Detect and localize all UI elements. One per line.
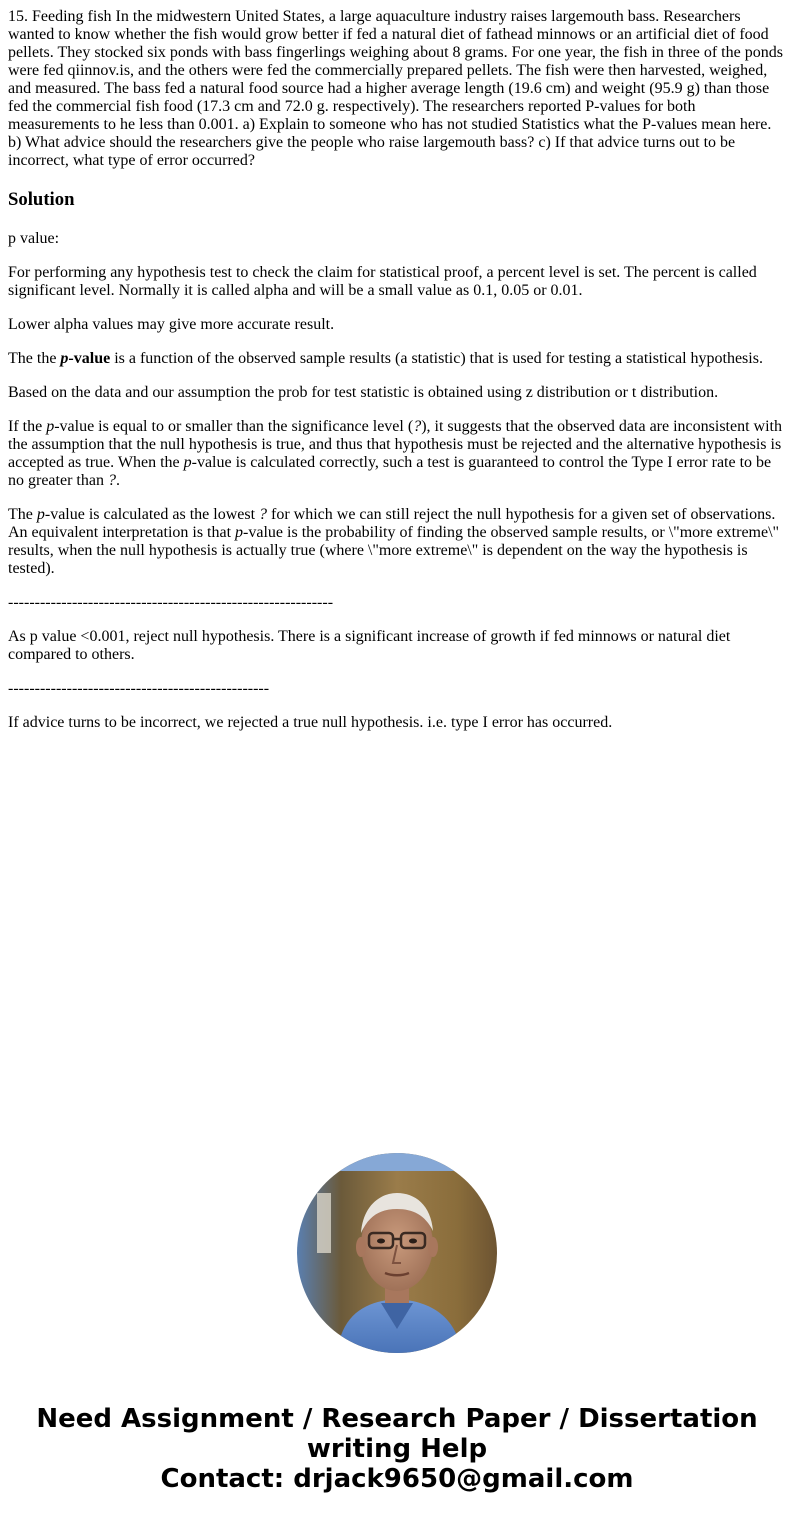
- definition-lead: The the: [8, 350, 61, 367]
- promo-footer: [0, 1404, 794, 1494]
- divider-line: -------------------------------------------------------------: [8, 594, 334, 611]
- error-type-paragraph: If advice turns to be incorrect, we rejected a true null hypothesis. i.e. type I error has occurred.: [8, 714, 613, 731]
- lower-alpha-paragraph: Lower alpha values may give more accurate result.: [8, 316, 335, 333]
- p-value-term: p-value: [60, 350, 111, 367]
- conclusion-paragraph: As p value <0.001, reject null hypothesis. There is a significant increase of growth if fed minnows or natural diet compared to others.: [8, 628, 731, 663]
- p-value-definition-paragraph: [8, 350, 786, 368]
- divider-line: -------------------------------------------------: [8, 680, 270, 697]
- promo-line: Need Assignment / Research Paper / Dissertation: [36, 1404, 758, 1434]
- document-body: [8, 8, 786, 748]
- promo-line: writing Help: [306, 1434, 488, 1464]
- definition-rest: is a function of the observed sample results (a statistic) that is used for testing a statistical hypothesis.: [110, 350, 763, 367]
- rejection-rule-paragraph: If the p-value is equal to or smaller than the significance level (?), it suggests that the observed data are inconsistent with the assumption that the null hypothesis is true, and thus that hypothesis must be rejected and the alternative hypothesis is accepted as true. When the p-value is calculated correctly, such a test is guaranteed to control the Type I error rate to be no greater than ?.: [8, 418, 782, 489]
- contact-line: Contact: drjack9650@gmail.com: [160, 1464, 634, 1494]
- p-value-label: p value:: [8, 230, 60, 247]
- author-avatar: [297, 1153, 497, 1353]
- distribution-paragraph: Based on the data and our assumption the prob for test statistic is obtained using z distribution or t distribution.: [8, 384, 719, 401]
- interpretation-paragraph: The p-value is calculated as the lowest ? for which we can still reject the null hypothesis for a given set of observations. An equivalent interpretation is that p-value is the probability of finding the observed sample results, or \"more extreme\" results, when the null hypothesis is actually true (where \"more extreme\" is dependent on the way the hypothesis is tested).: [8, 506, 780, 577]
- question-text: 15. Feeding fish In the midwestern United States, a large aquaculture industry raises largemouth bass. Researchers wanted to know whether the fish would grow better if fed a natural diet of fathead minnows or an artificial diet of food pellets. They stocked six ponds with bass fingerlings weighing about 8 grams. For one year, the fish in three of the ponds were fed qiinnov.is, and the others were fed the commercially prepared pellets. The fish were then harvested, weighed, and measured. The bass fed a natural food source had a higher average length (19.6 cm) and weight (95.9 g) than those fed the commercial fish food (17.3 cm and 72.0 g. respectively). The researchers reported P-values for both measurements to he less than 0.001. a) Explain to someone who has not studied Statistics what the P-values mean here. b) What advice should the researchers give the people who raise largemouth bass? c) If that advice turns out to be incorrect, what type of error occurred?: [8, 8, 783, 169]
- solution-heading: Solution: [8, 189, 75, 210]
- significance-paragraph: For performing any hypothesis test to check the claim for statistical proof, a percent level is set. The percent is called significant level. Normally it is called alpha and will be a small value as 0.1, 0.05 or 0.01.: [8, 264, 757, 299]
